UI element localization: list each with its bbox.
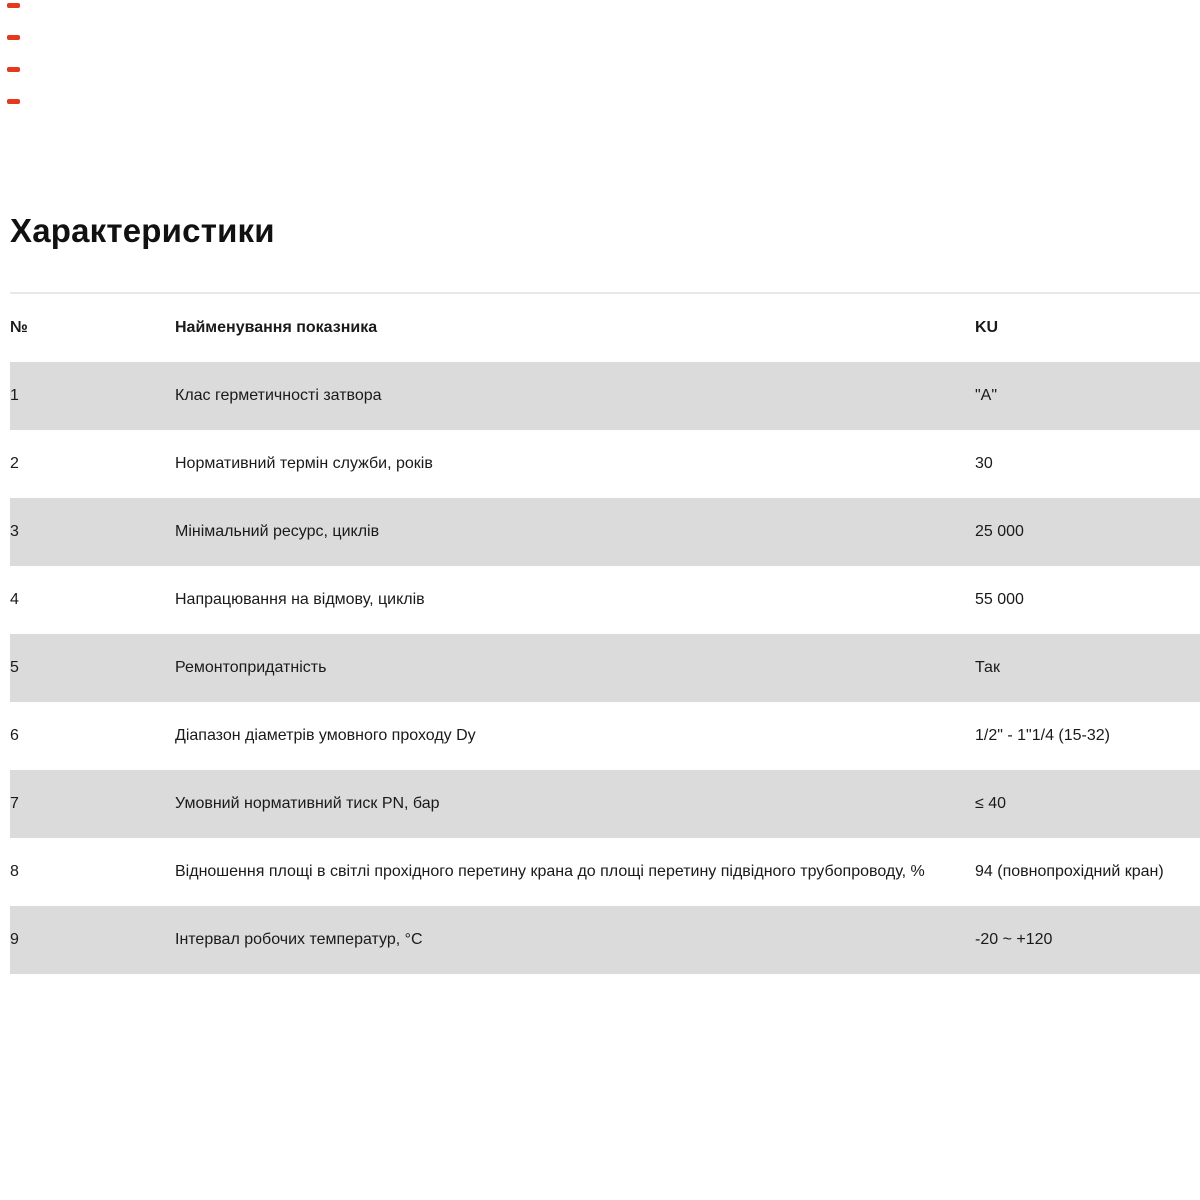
page-title: Характеристики: [10, 212, 275, 249]
row-value: 25 000: [975, 523, 1024, 540]
table-row: [10, 838, 1200, 906]
row-number: 4: [10, 591, 19, 608]
row-name: Умовний нормативний тиск PN, бар: [175, 795, 440, 812]
table-row: [10, 362, 1200, 430]
row-value: 1/2" - 1"1/4 (15-32): [975, 727, 1110, 744]
row-number: 3: [10, 523, 19, 540]
row-number: 6: [10, 727, 19, 744]
red-dash-icon: [7, 67, 20, 72]
table-row: [10, 770, 1200, 838]
red-dash-icon: [7, 3, 20, 8]
row-number: 5: [10, 659, 19, 676]
table-row: [10, 430, 1200, 498]
row-value: 55 000: [975, 591, 1024, 608]
column-header-number: №: [10, 293, 175, 362]
row-number: 9: [10, 931, 19, 948]
row-value: ≤ 40: [975, 795, 1007, 812]
header-row: [10, 293, 1200, 362]
table-row: [10, 634, 1200, 702]
row-value: 94 (повнопрохідний кран): [975, 863, 1164, 880]
row-number: 8: [10, 863, 19, 880]
row-name: Мінімальний ресурс, циклів: [175, 523, 380, 540]
row-value: "А": [975, 387, 998, 404]
red-dash-icon: [7, 35, 20, 40]
table-row: [10, 906, 1200, 974]
row-name: Ремонтопридатність: [175, 659, 327, 676]
table-row: [10, 702, 1200, 770]
red-dash-icon: [7, 99, 20, 104]
row-number: 1: [10, 387, 19, 404]
row-name: Діапазон діаметрів умовного проходу Dy: [175, 727, 476, 744]
row-name: Відношення площі в світлі прохідного перетину крана до площі перетину підвідного трубопроводу, %: [175, 863, 925, 880]
table-row: [10, 498, 1200, 566]
row-number: 2: [10, 455, 19, 472]
column-header-ku: KU: [975, 293, 1200, 362]
row-value: Так: [975, 659, 1000, 676]
row-number: 7: [10, 795, 19, 812]
column-header-name: Найменування показника: [175, 293, 975, 362]
row-value: 30: [975, 455, 993, 472]
row-name: Напрацювання на відмову, циклів: [175, 591, 425, 608]
characteristics-table: [10, 292, 1200, 974]
table-header: [10, 293, 1200, 362]
row-value: -20 ~ +120: [975, 931, 1053, 948]
row-name: Нормативний термін служби, років: [175, 455, 433, 472]
row-name: Клас герметичності затвора: [175, 387, 382, 404]
red-dash-markers: [7, 3, 21, 131]
table-body: [10, 362, 1200, 974]
table-row: [10, 566, 1200, 634]
row-name: Інтервал робочих температур, °С: [175, 931, 423, 948]
